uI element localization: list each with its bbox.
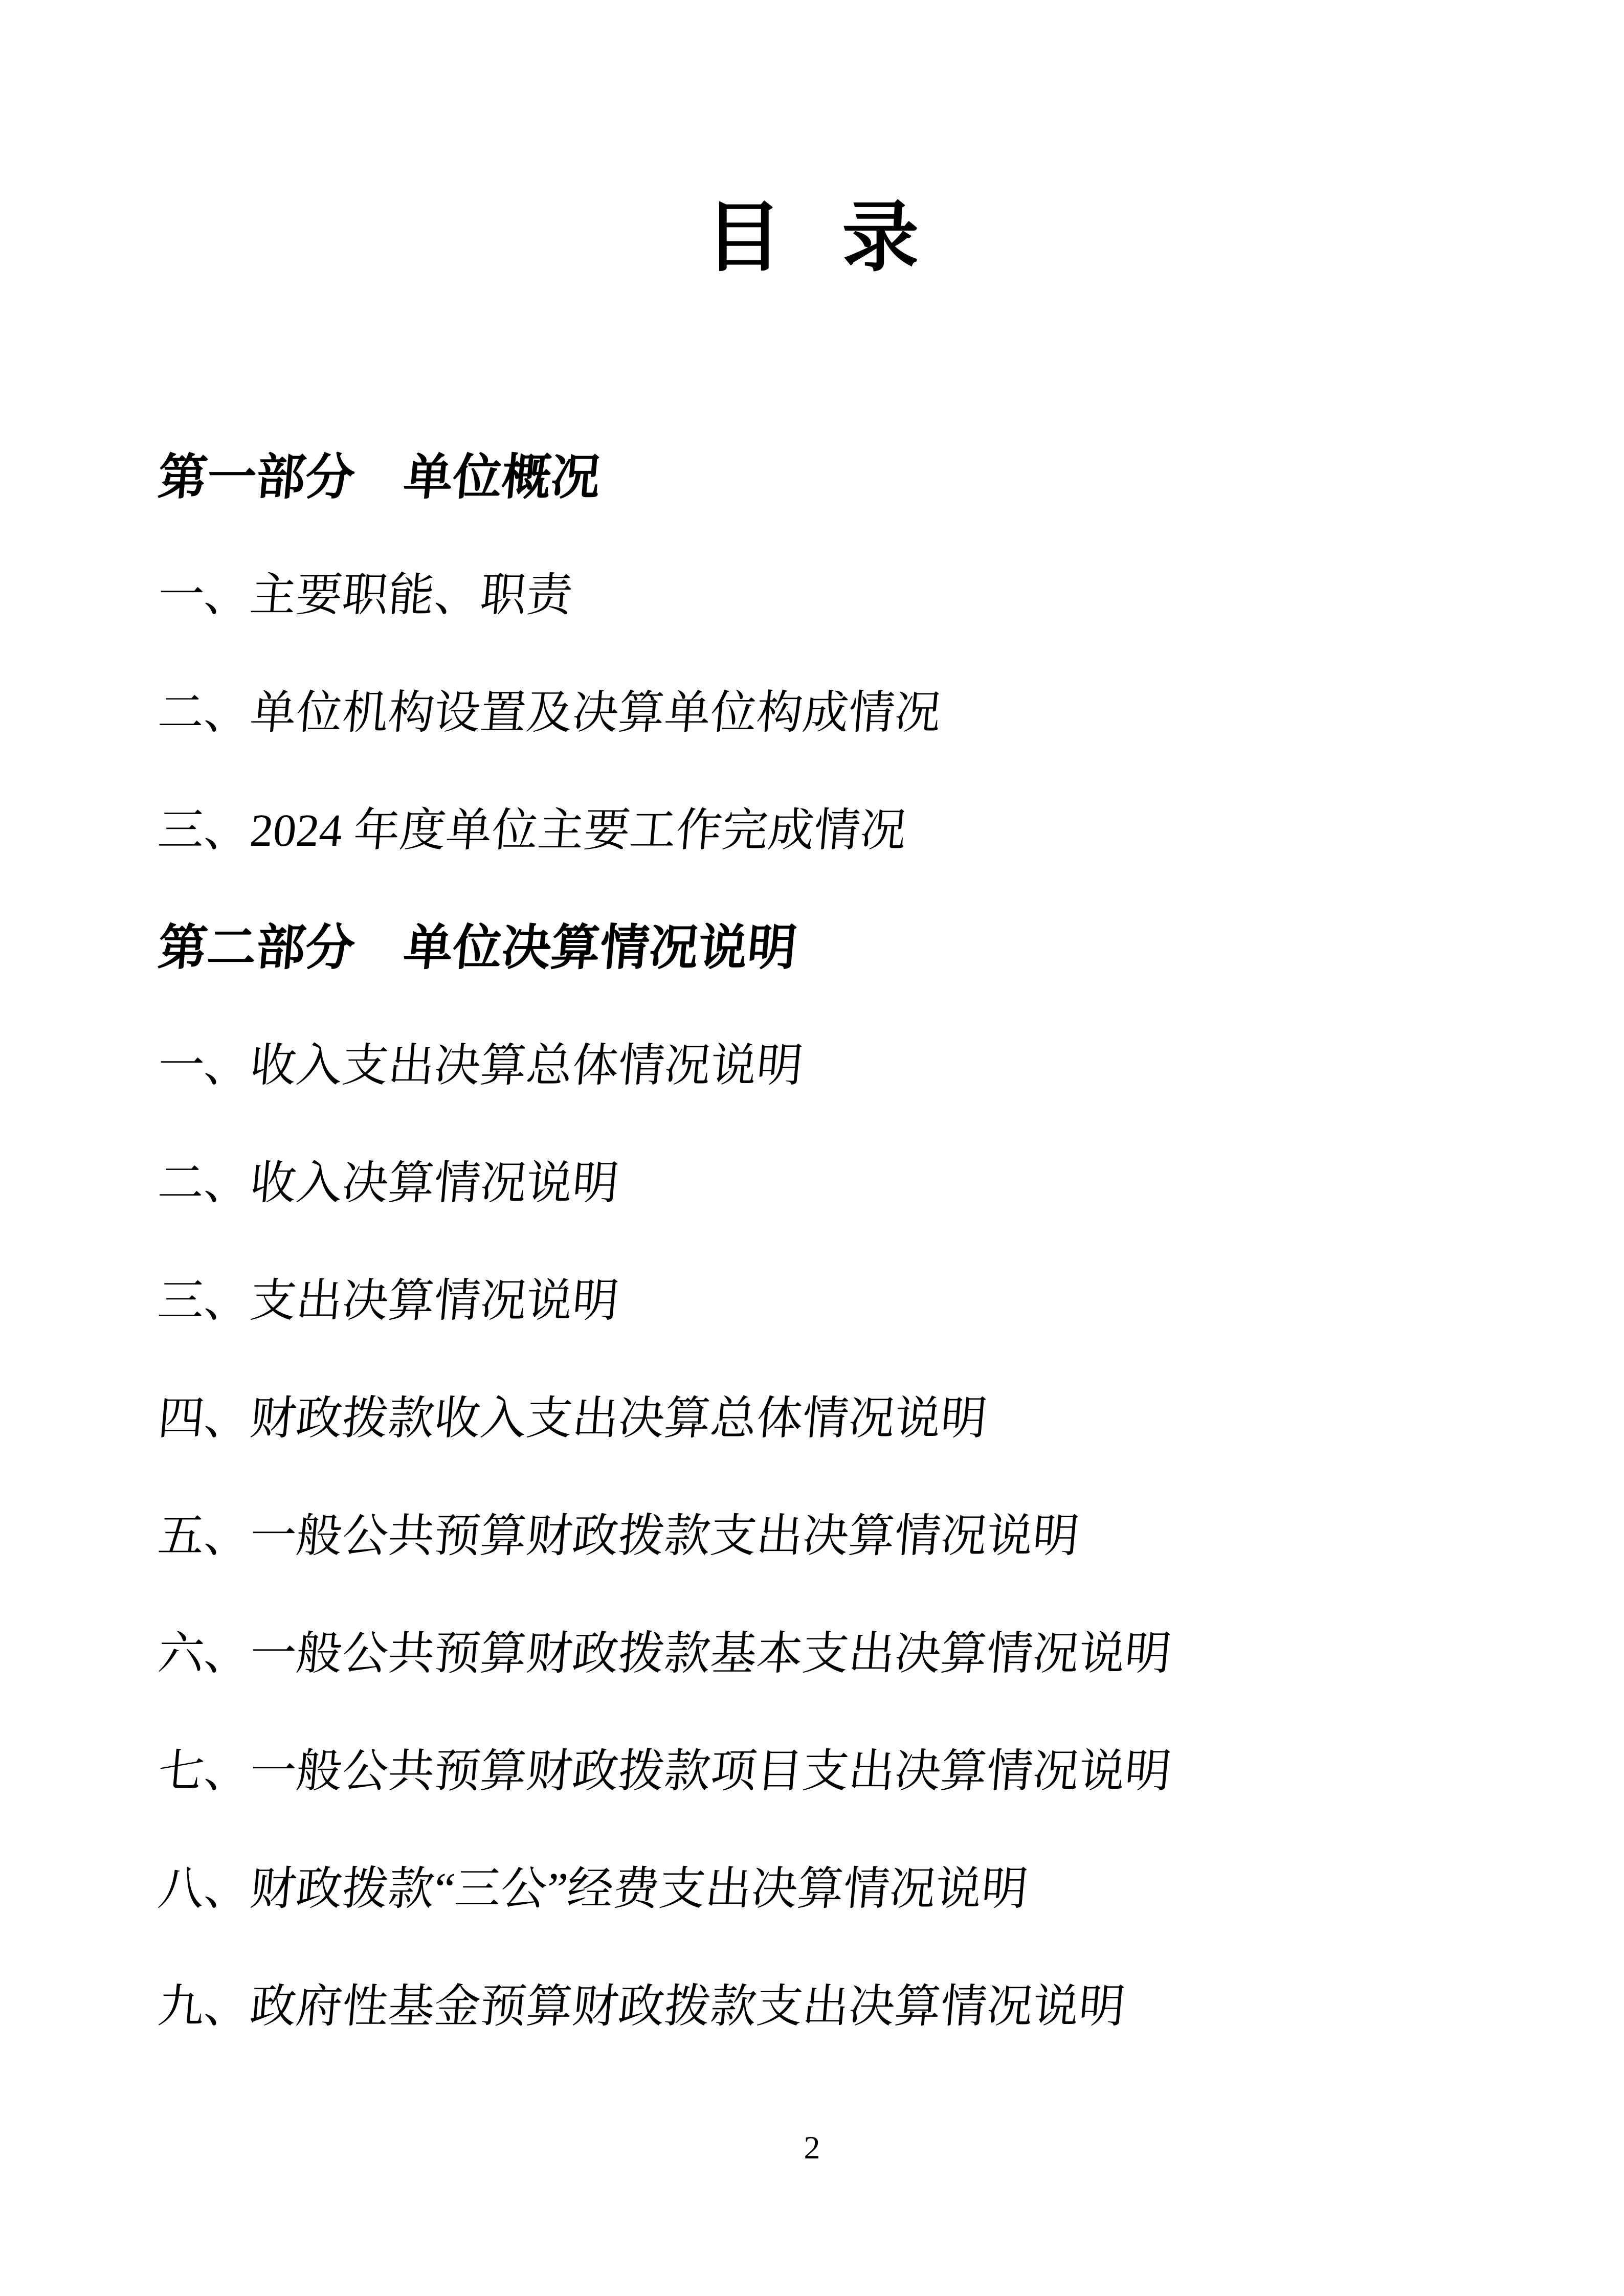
- table-of-contents: [153, 414, 1547, 2061]
- toc-item: 二、收入决算情况说明: [155, 1158, 621, 1209]
- toc-item: 三、支出决算情况说明: [155, 1276, 621, 1326]
- toc-item: 七、一般公共预算财政拨款项目支出决算情况说明: [155, 1746, 1173, 1797]
- toc-item: 五、一般公共预算财政拨款支出决算情况说明: [155, 1511, 1081, 1562]
- toc-section-heading-part1: 第一部分 单位概况: [155, 449, 603, 505]
- toc-item: 一、主要职能、职责: [155, 570, 575, 621]
- toc-item: 三、2024 年度单位主要工作完成情况: [155, 805, 909, 856]
- toc-item: 九、政府性基金预算财政拨款支出决算情况说明: [155, 1982, 1127, 2032]
- page-title: 目 录: [705, 196, 940, 281]
- page-number: 2: [804, 2129, 820, 2166]
- toc-item: 六、一般公共预算财政拨款基本支出决算情况说明: [155, 1629, 1173, 1679]
- toc-item: 一、收入支出决算总体情况说明: [155, 1041, 805, 1091]
- toc-item: 二、单位机构设置及决算单位构成情况: [155, 688, 943, 738]
- toc-item: 四、财政拨款收入支出决算总体情况说明: [155, 1393, 989, 1444]
- toc-section-heading-part2: 第二部分 单位决算情况说明: [155, 920, 799, 975]
- toc-item: 八、财政拨款“三公”经费支出决算情况说明: [155, 1864, 1030, 1915]
